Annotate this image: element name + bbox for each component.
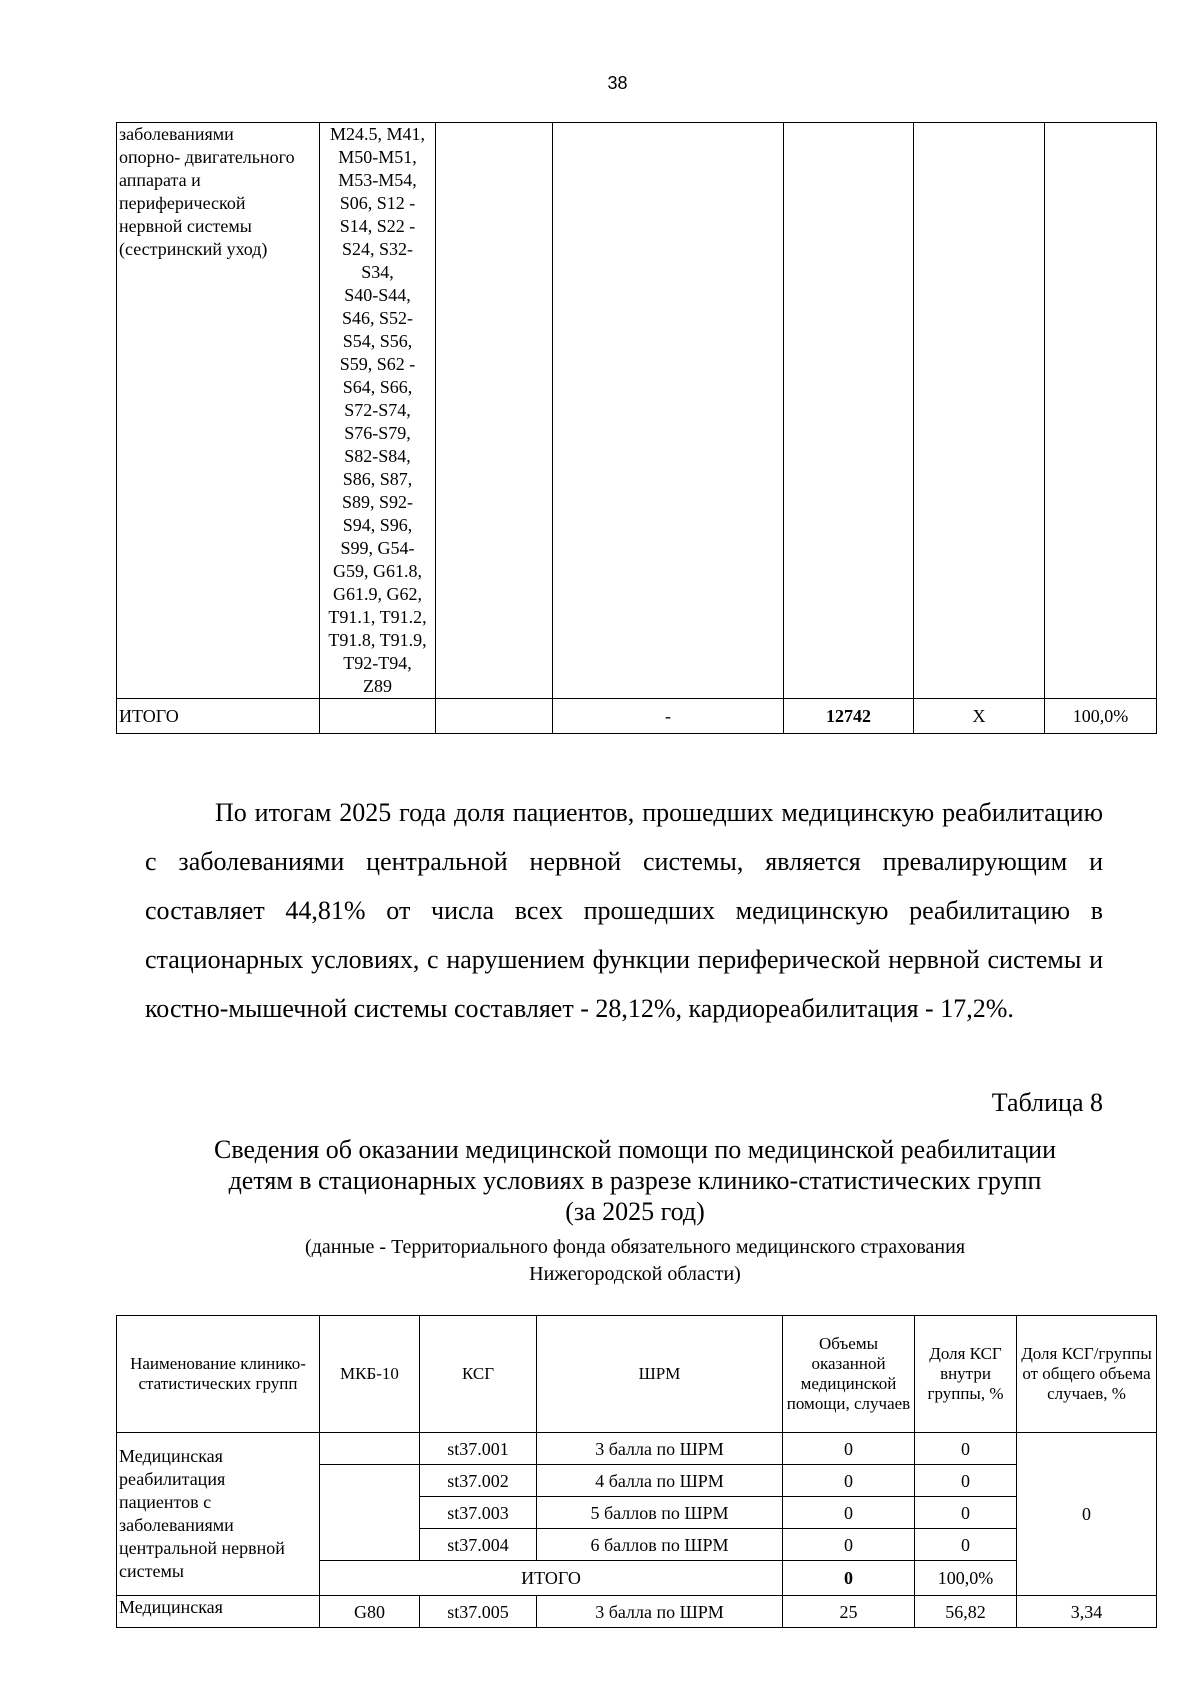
share-in-group-cell: 56,82 (915, 1596, 1017, 1628)
mkb-code-line: S46, S52- (341, 308, 413, 328)
mkb-code-line: S24, S32- (341, 239, 413, 259)
volume-cell: 25 (783, 1596, 915, 1628)
table-title-line: Сведения об оказании медицинской помощи по медицинской реабилитации (214, 1135, 1056, 1164)
group-name-line: заболеваниями (119, 124, 234, 144)
mkb-cell: G80 (320, 1596, 420, 1628)
group-name-line: пациентов с (119, 1492, 212, 1512)
mkb-code-line: S59, S62 - (339, 354, 416, 374)
total-share-in-group: Х (914, 699, 1045, 734)
table-header-row (117, 1316, 1157, 1433)
table-title-line: (за 2025 год) (565, 1197, 705, 1226)
mkb-code-line: T92-T94, (343, 653, 412, 673)
volume-cell (784, 123, 914, 699)
volume-cell: 0 (783, 1529, 915, 1561)
group-name-line: системы (119, 1561, 184, 1581)
total-row (117, 699, 1157, 734)
page-number: 38 (607, 73, 628, 93)
group-total-volume: 0 (783, 1561, 915, 1596)
table-source-line: Нижегородской области) (529, 1263, 741, 1285)
ksg-cell: st37.004 (420, 1529, 537, 1561)
mkb-cell (320, 1433, 420, 1465)
share-in-group-cell: 0 (915, 1529, 1017, 1561)
group-name-line: заболеваниями (119, 1515, 234, 1535)
summary-paragraph (145, 788, 1103, 1033)
mkb-code-line: S72-S74, (344, 400, 411, 420)
shrm-cell: 3 балла по ШРМ (537, 1433, 783, 1465)
share-in-group-cell: 0 (915, 1433, 1017, 1465)
table-row (117, 1433, 1157, 1465)
mkb-code-line: Z89 (363, 676, 392, 696)
shrm-cell (553, 123, 784, 699)
volume-cell: 0 (783, 1497, 915, 1529)
group-name-line: опорно- двигательного (119, 147, 295, 167)
header-volume: Объемы оказанной медицинской помощи, случаев (783, 1316, 915, 1433)
table-caption: Таблица 8 (991, 1088, 1103, 1117)
ksg-cell: st37.005 (420, 1596, 537, 1628)
volume-cell: 0 (783, 1433, 915, 1465)
mkb-code-line: S89, S92- (341, 492, 413, 512)
mkb-code-line: M50-M51, (338, 147, 417, 167)
group-name-line: центральной нервной (119, 1538, 285, 1558)
mkb-code-line: S40-S44, (344, 285, 411, 305)
mkb-code-line: G59, G61.8, (333, 561, 422, 581)
table-source-line: (данные - Территориального фонда обязательного медицинского страхования (304, 1236, 966, 1258)
rehabilitation-table-continued (116, 122, 1157, 734)
group-name-line: периферической (119, 193, 246, 213)
group-name-line: (сестринский уход) (119, 239, 268, 259)
ksg-cell: st37.001 (420, 1433, 537, 1465)
mkb-code-line: S34, (361, 262, 394, 282)
header-share-total: Доля КСГ/группы от общего объема случаев, % (1017, 1316, 1157, 1433)
mkb-cell (320, 1465, 420, 1561)
group-name-cell (117, 123, 320, 699)
group-name-cell (117, 1433, 320, 1596)
header-name: Наименование клинико-статистических групп (117, 1316, 320, 1433)
group-name-line: Медицинская (119, 1446, 223, 1466)
mkb-code-line: S54, S56, (342, 331, 413, 351)
total-label: ИТОГО (117, 699, 320, 734)
mkb-code-line: S06, S12 - (339, 193, 416, 213)
share-total-cell: 3,34 (1017, 1596, 1157, 1628)
ksg-cell: st37.003 (420, 1497, 537, 1529)
table-source (120, 1234, 1150, 1288)
shrm-cell: 5 баллов по ШРМ (537, 1497, 783, 1529)
table-row (117, 123, 1157, 699)
mkb-code-line: G61.9, G62, (333, 584, 422, 604)
mkb-code-line: S94, S96, (342, 515, 413, 535)
volume-cell: 0 (783, 1465, 915, 1497)
mkb-code-line: S64, S66, (342, 377, 413, 397)
group-name-cell: Медицинская (117, 1596, 320, 1628)
shrm-cell: 3 балла по ШРМ (537, 1596, 783, 1628)
total-volume: 12742 (784, 699, 914, 734)
share-total-cell: 0 (1017, 1433, 1157, 1596)
group-total-label: ИТОГО (320, 1561, 783, 1596)
header-mkb: МКБ-10 (320, 1316, 420, 1433)
children-rehabilitation-table (116, 1315, 1157, 1628)
total-share-total: 100,0% (1045, 699, 1157, 734)
mkb-code-line: T91.1, T91.2, (328, 607, 427, 627)
mkb-code-line: S86, S87, (342, 469, 413, 489)
shrm-cell: 6 баллов по ШРМ (537, 1529, 783, 1561)
total-ksg-cell (436, 699, 553, 734)
group-name-line: реабилитация (119, 1469, 226, 1489)
mkb-code-line: M53-M54, (338, 170, 417, 190)
share-in-group-cell (914, 123, 1045, 699)
total-shrm: - (553, 699, 784, 734)
header-ksg: КСГ (420, 1316, 537, 1433)
mkb-code-line: S82-S84, (344, 446, 411, 466)
table-row (117, 1596, 1157, 1628)
table-title-line: детям в стационарных условиях в разрезе клинико-статистических групп (228, 1166, 1042, 1195)
summary-paragraph-text: По итогам 2025 года доля пациентов, прошедших медицинскую реабилитацию с заболеваниями центральной нервной системы, является превалирующим и составляет 44,81% от числа всех прошедших медицинскую реабилитацию в стационарных условиях, с нарушением функции периферической нервной системы и костно-мышечной системы составляет - 28,12%, кардиореабилитация - 17,2%. (145, 798, 1103, 1023)
mkb-code-line: T91.8, T91.9, (328, 630, 427, 650)
group-total-share-in-group: 100,0% (915, 1561, 1017, 1596)
table-title (120, 1134, 1150, 1227)
mkb-code-line: M24.5, M41, (329, 124, 425, 144)
group-name-line: нервной системы (119, 216, 252, 236)
mkb-code-line: S14, S22 - (339, 216, 416, 236)
share-in-group-cell: 0 (915, 1497, 1017, 1529)
ksg-cell (436, 123, 553, 699)
mkb-codes-cell (320, 123, 436, 699)
share-in-group-cell: 0 (915, 1465, 1017, 1497)
share-total-cell (1045, 123, 1157, 699)
mkb-code-line: S99, G54- (340, 538, 415, 558)
group-name-line: аппарата и (119, 170, 201, 190)
mkb-code-line: S76-S79, (344, 423, 411, 443)
header-shrm: ШРМ (537, 1316, 783, 1433)
shrm-cell: 4 балла по ШРМ (537, 1465, 783, 1497)
total-mkb-cell (320, 699, 436, 734)
header-share-in-group: Доля КСГ внутри группы, % (915, 1316, 1017, 1433)
ksg-cell: st37.002 (420, 1465, 537, 1497)
